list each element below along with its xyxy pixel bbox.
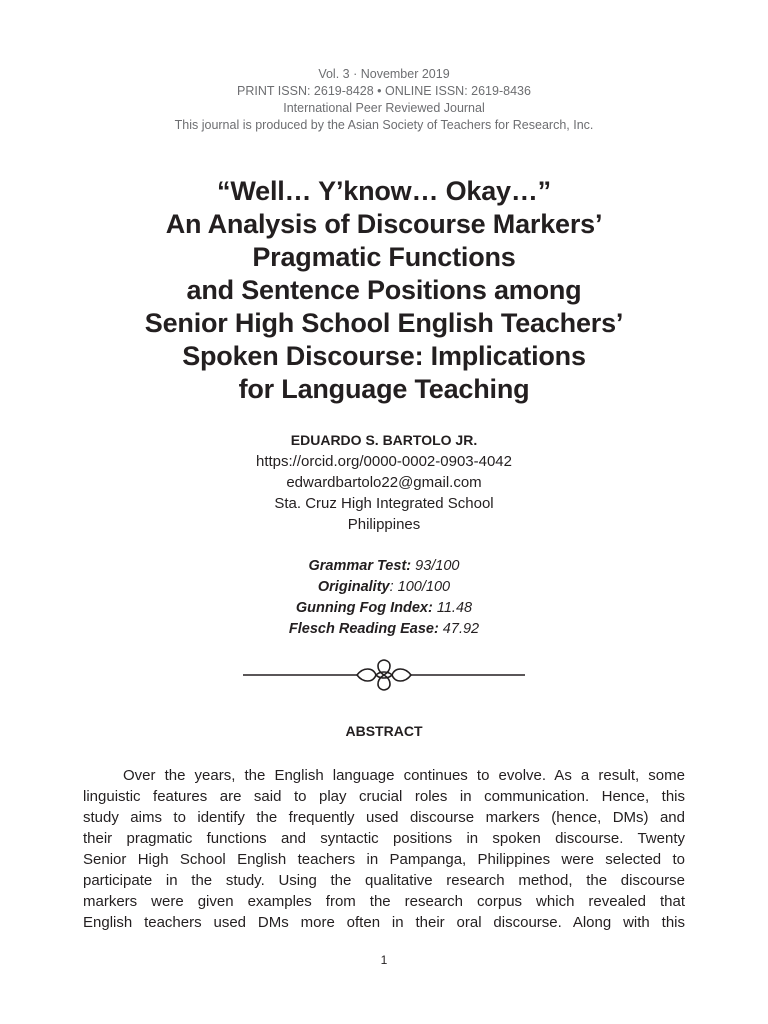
title-line: Spoken Discourse: Implications	[182, 341, 586, 371]
article-title	[0, 175, 768, 406]
metric-gunning-fog	[0, 598, 768, 619]
title-line: for Language Teaching	[238, 374, 530, 404]
abstract-line: linguistic features are said to play crucial roles in communication. Hence, this	[83, 788, 685, 805]
metric-grammar	[0, 556, 768, 577]
abstract-line: participate in the study. Using the qualitative research method, the discourse	[83, 872, 685, 889]
journal-publisher: This journal is produced by the Asian Society of Teachers for Research, Inc.	[174, 118, 594, 132]
author-orcid: https://orcid.org/0000-0002-0903-4042	[255, 453, 512, 470]
author-name: EDUARDO S. BARTOLO JR.	[290, 432, 478, 448]
page-number: 1	[380, 953, 388, 967]
metric-value: 93/100	[411, 558, 460, 574]
abstract-line: their pragmatic functions and syntactic positions in spoken discourse. Twenty	[83, 830, 685, 847]
metric-label: Flesch Reading Ease:	[288, 621, 439, 637]
metric-label: Originality	[317, 579, 390, 595]
metric-value: 47.92	[438, 621, 480, 637]
scroll-divider-icon	[243, 658, 525, 692]
abstract-body	[83, 765, 685, 933]
metric-originality	[0, 577, 768, 598]
abstract-heading: ABSTRACT	[345, 723, 423, 739]
metric-value: 11.48	[432, 600, 473, 616]
metric-label: Grammar Test:	[308, 558, 412, 574]
title-line: and Sentence Positions among	[186, 275, 582, 305]
journal-type: International Peer Reviewed Journal	[283, 101, 485, 115]
author-email: edwardbartolo22@gmail.com	[286, 474, 482, 491]
metric-value: : 100/100	[389, 579, 451, 595]
author-block	[0, 430, 768, 535]
title-line: “Well… Y’know… Okay…”	[217, 176, 551, 206]
metric-flesch	[0, 619, 768, 640]
journal-header	[0, 66, 768, 134]
abstract-line: Over the years, the English language continues to evolve. As a result, some	[123, 767, 685, 784]
abstract-line: English teachers used DMs more often in their oral discourse. Along with this	[83, 914, 685, 931]
abstract-line: Senior High School English teachers in Pampanga, Philippines were selected to	[83, 851, 685, 868]
metric-label: Gunning Fog Index:	[295, 600, 433, 616]
author-country: Philippines	[347, 516, 421, 533]
title-line: An Analysis of Discourse Markers’	[165, 209, 603, 239]
abstract-line: study aims to identify the frequently used discourse markers (hence, DMs) and	[83, 809, 685, 826]
author-affiliation: Sta. Cruz High Integrated School	[274, 495, 494, 512]
journal-issn: PRINT ISSN: 2619-8428 • ONLINE ISSN: 2619-8436	[237, 84, 531, 98]
abstract-line: markers were given examples from the research corpus which revealed that	[83, 893, 685, 910]
title-line: Senior High School English Teachers’	[144, 308, 624, 338]
journal-volume: Vol. 3 · November 2019	[318, 67, 450, 81]
readability-metrics	[0, 556, 768, 640]
title-line: Pragmatic Functions	[252, 242, 516, 272]
